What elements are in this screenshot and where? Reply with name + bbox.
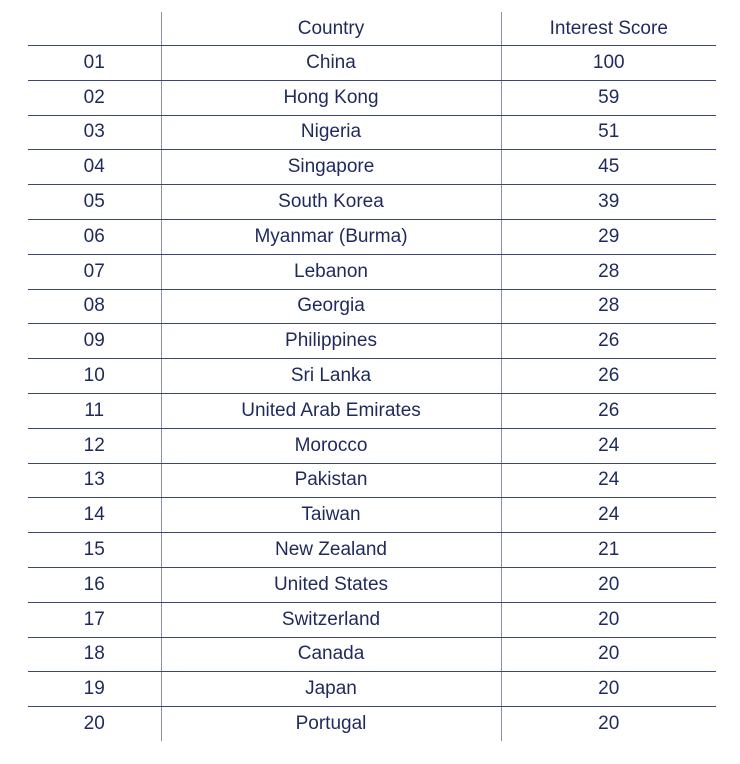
rank-cell: 20	[83, 713, 105, 735]
table-row	[28, 533, 716, 568]
country-cell: Taiwan	[161, 498, 501, 533]
score-cell: 24	[501, 498, 716, 533]
score-cell: 21	[501, 533, 716, 568]
country-cell: New Zealand	[161, 533, 501, 568]
country-cell: South Korea	[161, 185, 501, 220]
score-cell: 26	[501, 359, 716, 394]
table-row	[28, 150, 716, 185]
country-cell: Hong Kong	[161, 80, 501, 115]
country-cell: Myanmar (Burma)	[161, 219, 501, 254]
rank-cell: 12	[28, 428, 161, 463]
table-row	[28, 602, 716, 637]
score-cell: 20	[501, 707, 716, 741]
table-row	[28, 463, 716, 498]
country-cell: Switzerland	[161, 602, 501, 637]
table-row	[28, 80, 716, 115]
rank-cell: 06	[28, 219, 161, 254]
score-cell: 28	[501, 289, 716, 324]
country-cell: Singapore	[161, 150, 501, 185]
table-row	[28, 707, 716, 741]
table-row	[28, 254, 716, 289]
country-cell: Philippines	[161, 324, 501, 359]
rank-cell: 01	[28, 46, 161, 81]
table-row	[28, 498, 716, 533]
country-cell: Sri Lanka	[161, 359, 501, 394]
rank-cell: 07	[28, 254, 161, 289]
country-interest-table	[28, 12, 716, 741]
table-row	[28, 672, 716, 707]
score-cell: 20	[501, 567, 716, 602]
rank-cell: 10	[28, 359, 161, 394]
table-row	[28, 359, 716, 394]
country-cell: United States	[161, 567, 501, 602]
score-cell: 24	[501, 428, 716, 463]
score-cell: 59	[501, 80, 716, 115]
country-cell: Lebanon	[161, 254, 501, 289]
country-cell: Pakistan	[161, 463, 501, 498]
rank-cell: 14	[28, 498, 161, 533]
rank-cell: 19	[28, 672, 161, 707]
rank-cell: 09	[28, 324, 161, 359]
table-body	[28, 46, 716, 741]
rank-cell: 05	[28, 185, 161, 220]
score-cell: 39	[501, 185, 716, 220]
score-cell: 51	[501, 115, 716, 150]
rank-cell: 08	[28, 289, 161, 324]
country-cell: Portugal	[161, 707, 501, 741]
country-cell: Georgia	[161, 289, 501, 324]
score-cell: 28	[501, 254, 716, 289]
table-row	[28, 219, 716, 254]
table-row	[28, 567, 716, 602]
rank-cell: 11	[28, 393, 161, 428]
score-cell: 45	[501, 150, 716, 185]
table-row	[28, 393, 716, 428]
rank-cell: 02	[28, 80, 161, 115]
score-cell: 20	[501, 602, 716, 637]
country-cell: Canada	[161, 637, 501, 672]
rank-cell: 04	[28, 150, 161, 185]
score-cell: 20	[501, 672, 716, 707]
score-cell: 20	[501, 637, 716, 672]
score-cell: 24	[501, 463, 716, 498]
score-cell: 100	[501, 46, 716, 81]
header-row	[28, 12, 716, 46]
rank-column-header	[28, 12, 161, 46]
score-cell: 29	[501, 219, 716, 254]
rank-cell: 15	[28, 533, 161, 568]
score-cell: 26	[501, 324, 716, 359]
score-column-header: Interest Score	[501, 12, 716, 46]
table-row	[28, 637, 716, 672]
rank-cell: 18	[28, 637, 161, 672]
table-row	[28, 185, 716, 220]
rank-cell: 16	[28, 567, 161, 602]
table-row	[28, 46, 716, 81]
country-cell: Japan	[161, 672, 501, 707]
table-header	[28, 12, 716, 46]
rank-cell: 03	[28, 115, 161, 150]
rank-cell: 17	[28, 602, 161, 637]
rank-cell: 13	[28, 463, 161, 498]
country-cell: Morocco	[161, 428, 501, 463]
country-column-header: Country	[161, 12, 501, 46]
score-cell: 26	[501, 393, 716, 428]
country-cell: United Arab Emirates	[161, 393, 501, 428]
country-cell: China	[161, 46, 501, 81]
table-row	[28, 428, 716, 463]
table-row	[28, 324, 716, 359]
table-row	[28, 289, 716, 324]
table-row	[28, 115, 716, 150]
country-cell: Nigeria	[161, 115, 501, 150]
